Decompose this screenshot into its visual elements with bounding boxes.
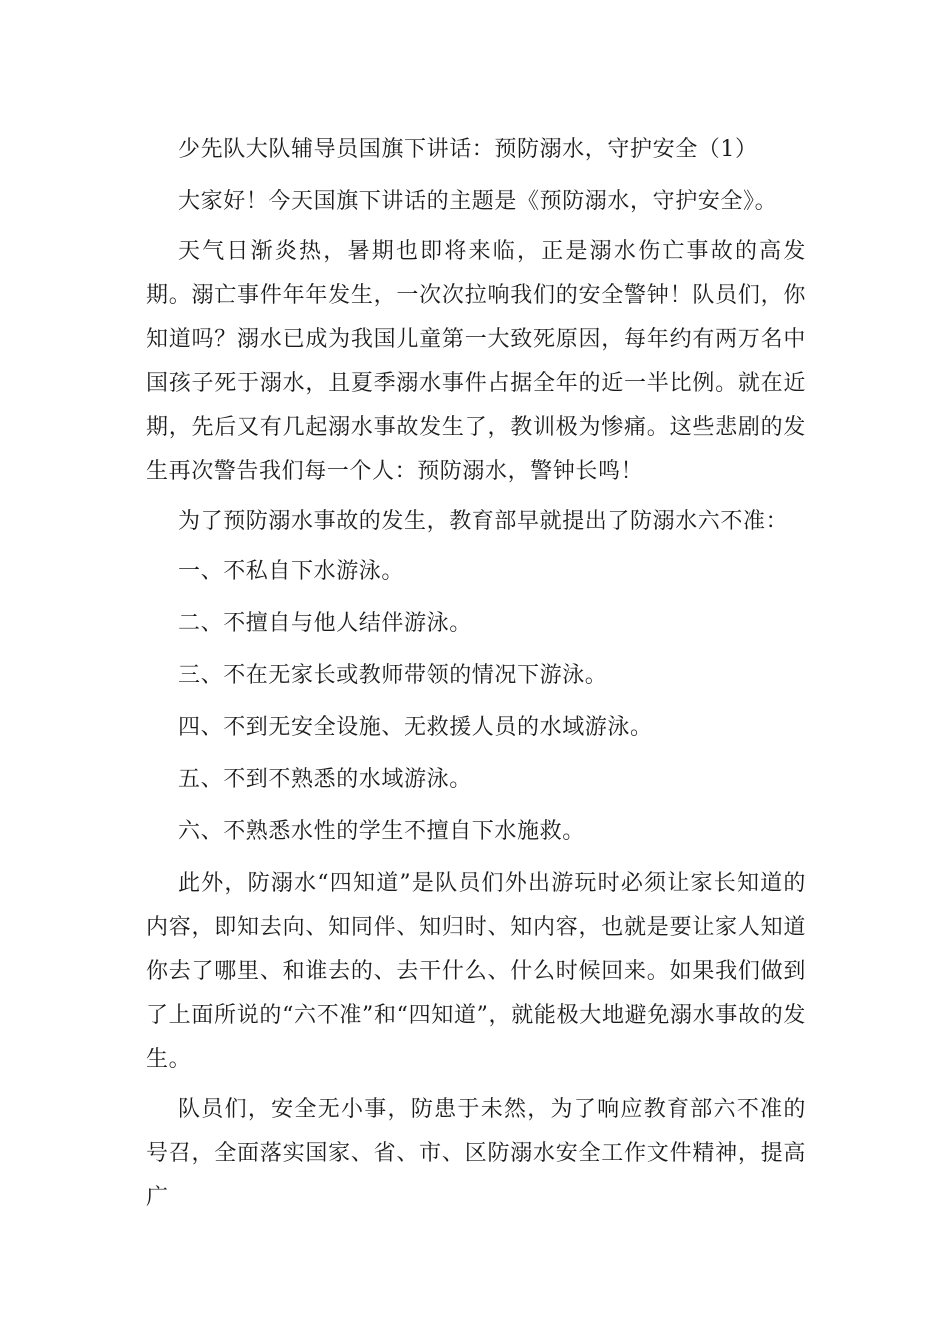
rule-item: 四、不到无安全设施、无救援人员的水域游泳。 [178, 715, 653, 740]
body-paragraph: 队员们，安全无小事，防患于未然，为了响应教育部六不准的号召，全面落实国家、省、市、区防溺水安全工作文件精神，提高广 [146, 1097, 806, 1210]
rule-item: 三、不在无家长或教师带领的情况下游泳。 [178, 663, 608, 688]
document-body [146, 128, 806, 1226]
body-paragraph: 此外，防溺水“四知道”是队员们外出游玩时必须让家长知道的内容，即知去向、知同伴、知归时、知内容，也就是要让家人知道你去了哪里、和谁去的、去干什么、什么时候回来。如果我们做到了上面所说的“六不准”和“四知道”，就能极大地避免溺水事故的发生。 [146, 871, 806, 1072]
greeting-paragraph: 大家好！今天国旗下讲话的主题是《预防溺水，守护安全》。 [178, 189, 778, 214]
body-paragraph: 为了预防溺水事故的发生，教育部早就提出了防溺水六不准： [178, 509, 789, 534]
document-title: 少先队大队辅导员国旗下讲话：预防溺水，守护安全（1） [178, 137, 758, 162]
body-paragraph: 天气日渐炎热，暑期也即将来临，正是溺水伤亡事故的高发期。溺亡事件年年发生，一次次拉响我们的安全警钟！队员们，你知道吗？溺水已成为我国儿童第一大致死原因，每年约有两万名中国孩子死于溺水，且夏季溺水事件占据全年的近一半比例。就在近期，先后又有几起溺水事故发生了，教训极为惨痛。这些悲剧的发生再次警告我们每一个人：预防溺水，警钟长鸣！ [146, 239, 806, 484]
rule-item: 六、不熟悉水性的学生不擅自下水施救。 [178, 819, 585, 844]
rule-item: 二、不擅自与他人结伴游泳。 [178, 611, 472, 636]
rule-item: 五、不到不熟悉的水域游泳。 [178, 767, 472, 792]
rule-item: 一、不私自下水游泳。 [178, 559, 405, 584]
